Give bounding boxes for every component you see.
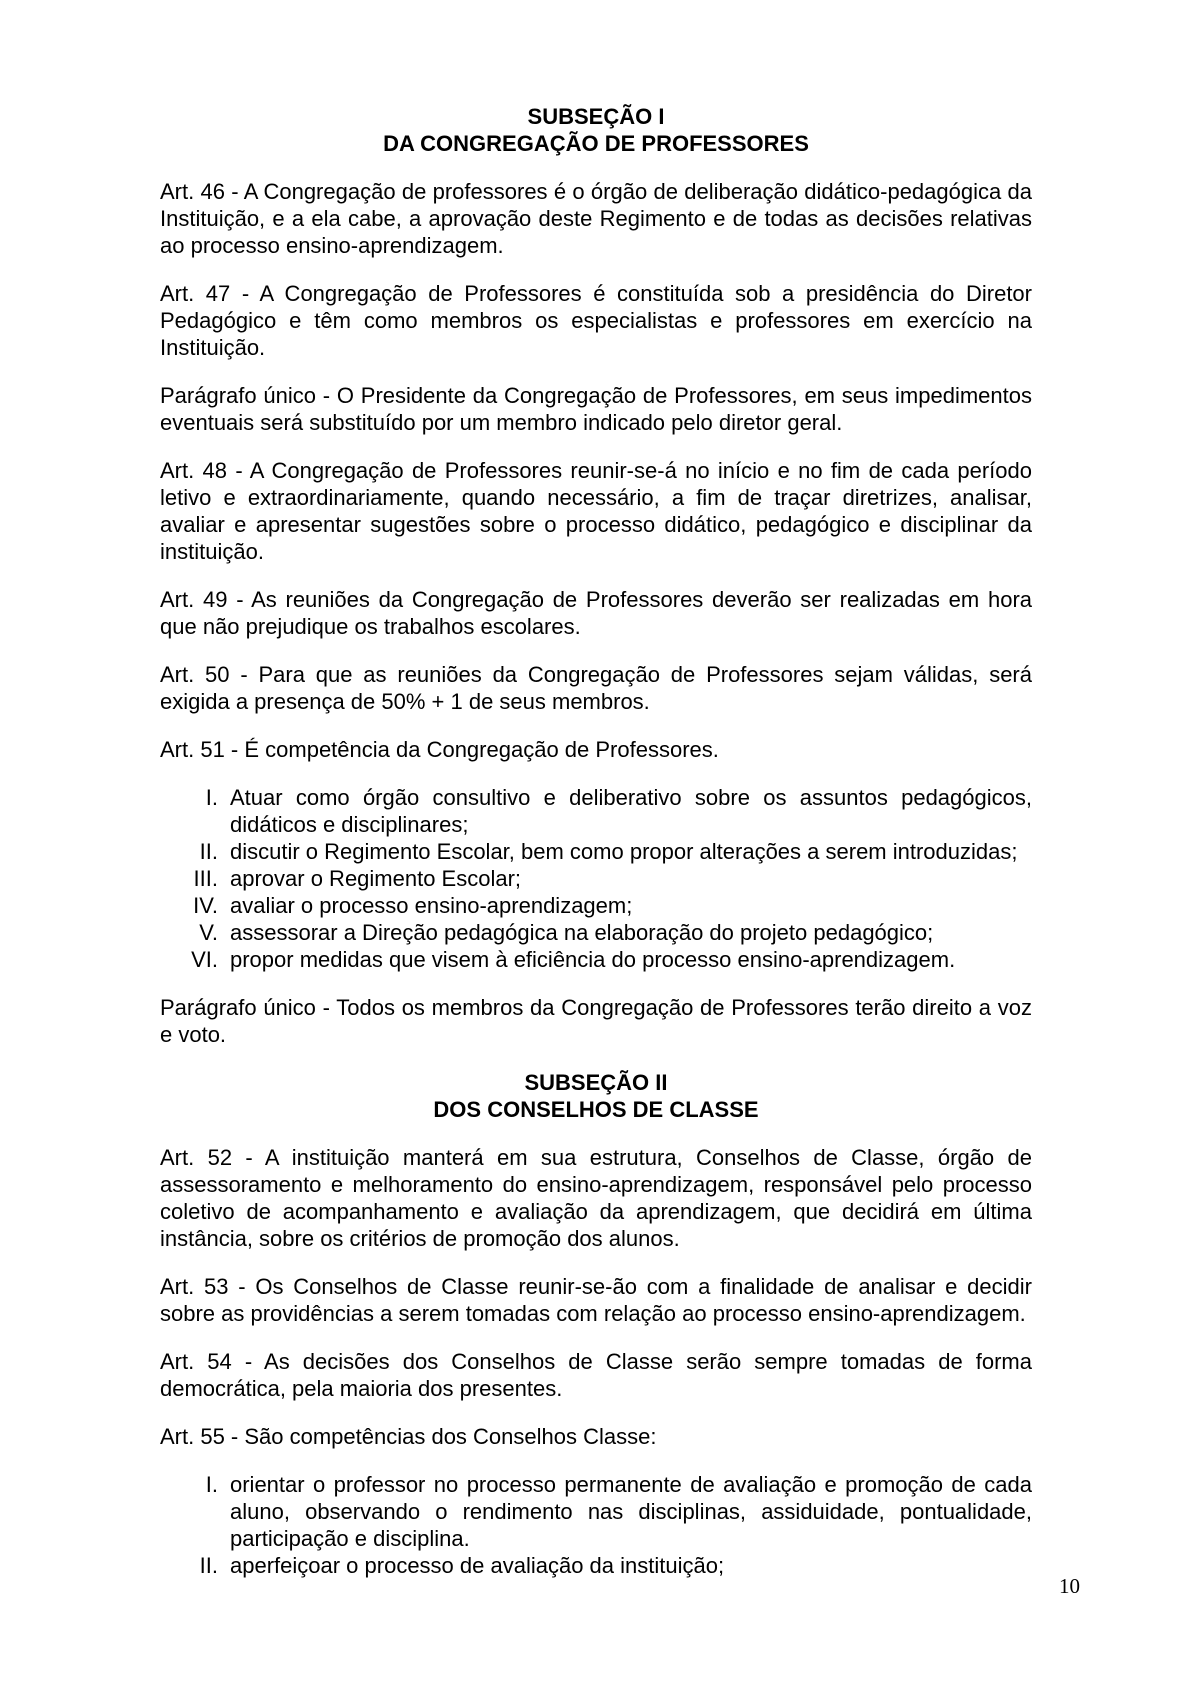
list-item-numeral: II.: [199, 1553, 218, 1578]
paragraph: Art. 50 - Para que as reuniões da Congregação de Professores sejam válidas, será exigida a presença de 50% + 1 de seus membros.: [160, 662, 1032, 714]
list-item: [178, 946, 1032, 973]
list-item-numeral: II.: [199, 839, 218, 864]
list-item-numeral: V.: [199, 920, 218, 945]
list-item-numeral: I.: [205, 1472, 218, 1497]
section-heading-line: DOS CONSELHOS DE CLASSE: [433, 1097, 759, 1122]
paragraph: Art. 49 - As reuniões da Congregação de Professores deverão ser realizadas em hora que não prejudique os trabalhos escolares.: [160, 587, 1032, 639]
list-item-text: Atuar como órgão consultivo e deliberativo sobre os assuntos pedagógicos, didáticos e disciplinares;: [230, 785, 1032, 837]
section-heading-line: SUBSEÇÃO II: [524, 1070, 668, 1095]
paragraph: Art. 47 - A Congregação de Professores é constituída sob a presidência do Diretor Pedagógico e têm como membros os especialistas e professores em exercício na Instituição.: [160, 281, 1032, 360]
paragraph: Art. 55 - São competências dos Conselhos Classe:: [160, 1424, 657, 1449]
section-heading: [160, 1069, 1032, 1123]
list-item-text: aperfeiçoar o processo de avaliação da instituição;: [230, 1553, 725, 1578]
page-number: 10: [1059, 1574, 1080, 1598]
section-heading-line: DA CONGREGAÇÃO DE PROFESSORES: [383, 131, 809, 156]
list-item: [178, 865, 1032, 892]
list-item-text: discutir o Regimento Escolar, bem como propor alterações a serem introduzidas;: [230, 839, 1018, 864]
roman-numeral-list: [178, 1471, 1032, 1579]
paragraph: Art. 51 - É competência da Congregação de Professores.: [160, 737, 719, 762]
list-item-numeral: IV.: [193, 893, 218, 918]
paragraph: Parágrafo único - Todos os membros da Congregação de Professores terão direito a voz e voto.: [160, 995, 1032, 1047]
document-body: [160, 103, 1032, 1600]
list-item-text: assessorar a Direção pedagógica na elaboração do projeto pedagógico;: [230, 920, 934, 945]
paragraph: Art. 48 - A Congregação de Professores reunir-se-á no início e no fim de cada período letivo e extraordinariamente, quando necessário, a fim de traçar diretrizes, analisar, avaliar e apresentar sugestões sobre o processo didático, pedagógico e disciplinar da instituição.: [160, 458, 1032, 564]
roman-numeral-list: [178, 784, 1032, 973]
list-item-text: orientar o professor no processo permanente de avaliação e promoção de cada aluno, observando o rendimento nas disciplinas, assiduidade, pontualidade, participação e disciplina.: [230, 1472, 1032, 1551]
list-item: [178, 892, 1032, 919]
paragraph: Art. 46 - A Congregação de professores é o órgão de deliberação didático-pedagógica da Instituição, e a ela cabe, a aprovação deste Regimento e de todas as decisões relativas ao processo ensino-aprendizagem.: [160, 179, 1032, 258]
list-item: [178, 1552, 1032, 1579]
list-item-text: propor medidas que visem à eficiência do processo ensino-aprendizagem.: [230, 947, 956, 972]
paragraph: Art. 52 - A instituição manterá em sua estrutura, Conselhos de Classe, órgão de assessoramento e melhoramento do ensino-aprendizagem, responsável pelo processo coletivo de acompanhamento e avaliação da aprendizagem, que decidirá em última instância, sobre os critérios de promoção dos alunos.: [160, 1145, 1032, 1251]
paragraph: Art. 53 - Os Conselhos de Classe reunir-se-ão com a finalidade de analisar e decidir sobre as providências a serem tomadas com relação ao processo ensino-aprendizagem.: [160, 1274, 1032, 1326]
list-item: [178, 919, 1032, 946]
section-heading-line: SUBSEÇÃO I: [527, 104, 665, 129]
list-item-numeral: III.: [193, 866, 218, 891]
list-item-numeral: I.: [205, 785, 218, 810]
list-item-text: avaliar o processo ensino-aprendizagem;: [230, 893, 633, 918]
list-item: [178, 838, 1032, 865]
section-heading: [160, 103, 1032, 157]
list-item-numeral: VI.: [191, 947, 218, 972]
list-item: [178, 784, 1032, 838]
paragraph: Art. 54 - As decisões dos Conselhos de Classe serão sempre tomadas de forma democrática, pela maioria dos presentes.: [160, 1349, 1032, 1401]
paragraph: Parágrafo único - O Presidente da Congregação de Professores, em seus impedimentos eventuais será substituído por um membro indicado pelo diretor geral.: [160, 383, 1032, 435]
list-item-text: aprovar o Regimento Escolar;: [230, 866, 522, 891]
list-item: [178, 1471, 1032, 1552]
